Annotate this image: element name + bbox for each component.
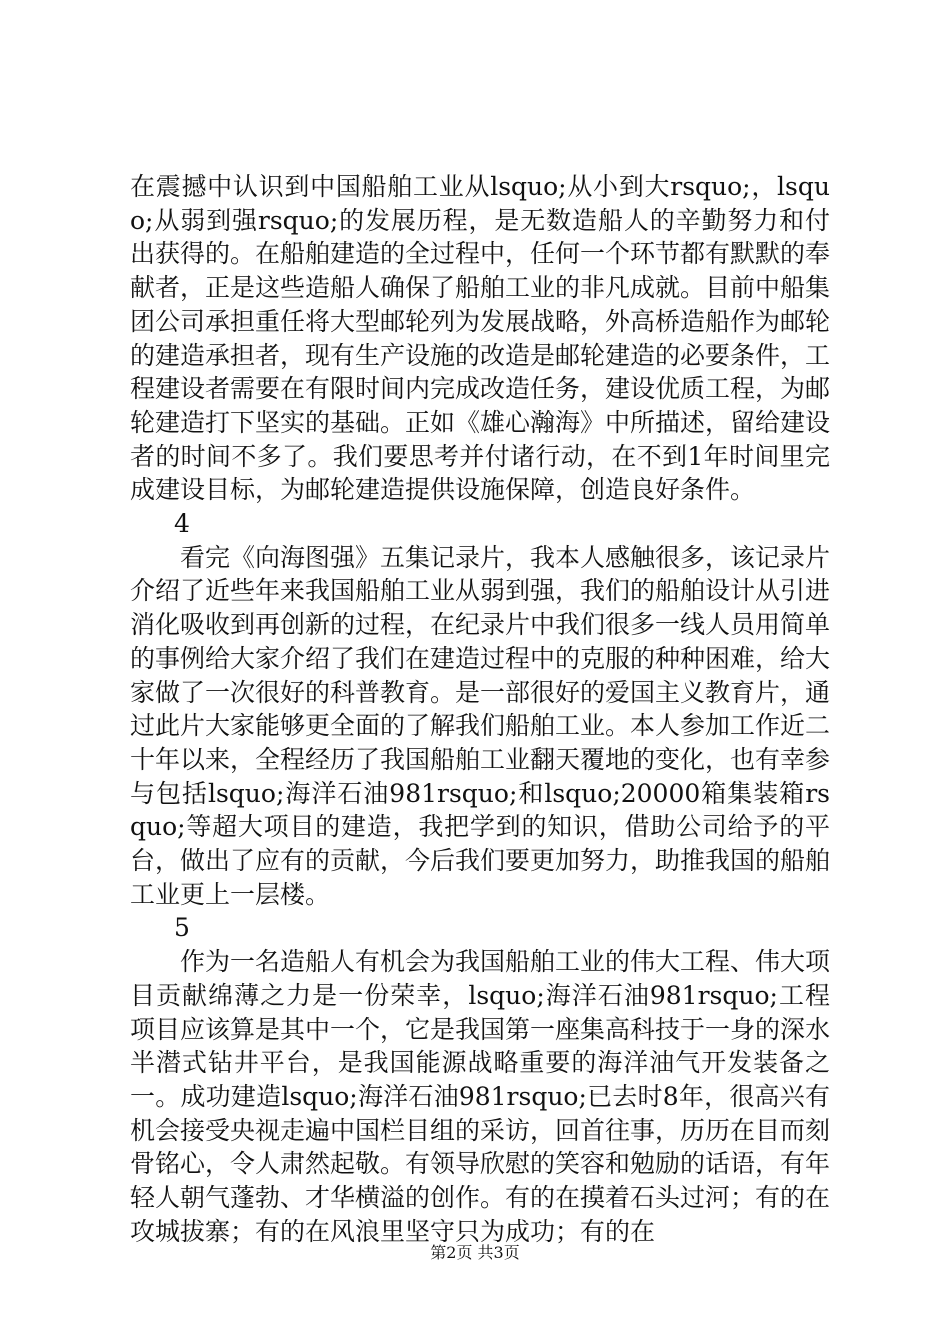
section-number-4: 4 <box>174 509 190 539</box>
paragraph-section-4: 看完《向海图强》五集记录片，我本人感触很多，该记录片介绍了近些年来我国船舶工业从弱到强，我们的船舶设计从引进消化吸收到再创新的过程，在纪录片中我们很多一线人员用简单的事例给大家介绍了我们在建造过程中的克服的种种困难，给大家做了一次很好的科普教育。是一部很好的爱国主义教育片，通过此片大家能够更全面的了解我们船舶工业。本人参加工作近二十年以来，全程经历了我国船舶工业翻天覆地的变化，也有幸参与包括lsquo;海洋石油981rsquo;和lsquo;20000箱集装箱rsquo;等超大项目的建造，我把学到的知识，借助公司给予的平台，做出了应有的贡献，今后我们要更加努力，助推我国的船舶工业更上一层楼。 <box>130 542 831 909</box>
page-footer: 第2页 共3页 <box>430 1243 520 1262</box>
document-body <box>130 170 830 1249</box>
paragraph-continued: 在震撼中认识到中国船舶工业从lsquo;从小到大rsquo;，lsquo;从弱到强rsquo;的发展历程，是无数造船人的辛勤努力和付出获得的。在船舶建造的全过程中，任何一个环节都有默默的奉献者，正是这些造船人确保了船舶工业的非凡成就。目前中船集团公司承担重任将大型邮轮列为发展战略，外高桥造船作为邮轮的建造承担者，现有生产设施的改造是邮轮建造的必要条件，工程建设者需要在有限时间内完成改造任务，建设优质工程，为邮轮建造打下坚实的基础。正如《雄心瀚海》中所描述，留给建设者的时间不多了。我们要思考并付诸行动，在不到1年时间里完成建设目标，为邮轮建造提供设施保障，创造良好条件。 <box>130 172 831 505</box>
section-number-5: 5 <box>174 913 190 943</box>
paragraph-section-5: 作为一名造船人有机会为我国船舶工业的伟大工程、伟大项目贡献绵薄之力是一份荣幸，lsquo;海洋石油981rsquo;工程项目应该算是其中一个，它是我国第一座集高科技于一身的深水半潜式钻井平台，是我国能源战略重要的海洋油气开发装备之一。成功建造lsquo;海洋石油981rsquo;已去时8年，很高兴有机会接受央视走遍中国栏目组的采访，回首往事，历历在目而刻骨铭心，令人肃然起敬。有领导欣慰的笑容和勉励的话语，有年轻人朝气蓬勃、才华横溢的创作。有的在摸着石头过河；有的在攻城拔寨；有的在风浪里坚守只为成功；有的在 <box>130 947 831 1246</box>
